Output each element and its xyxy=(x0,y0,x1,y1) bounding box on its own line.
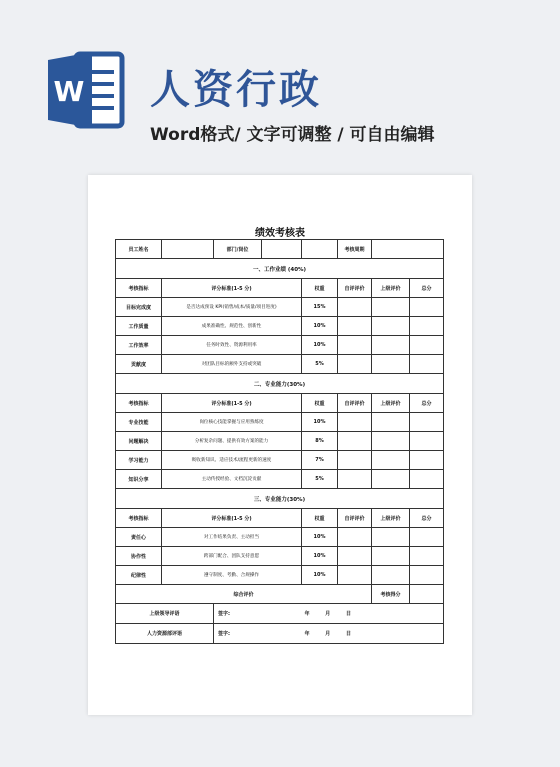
indicator-name: 目标完成度 xyxy=(116,298,162,317)
criteria-text: 岗位核心技能掌握与应用熟练度 xyxy=(162,413,302,432)
table-row xyxy=(116,547,444,566)
self-score-cell[interactable] xyxy=(338,298,372,317)
indicator-name: 知识分享 xyxy=(116,470,162,489)
table-row xyxy=(116,317,444,336)
info-value-cell[interactable] xyxy=(262,240,302,259)
total-score-cell[interactable] xyxy=(410,298,444,317)
section-title-row xyxy=(116,259,444,279)
info-value-cell[interactable] xyxy=(372,240,444,259)
criteria-text: 分析复杂问题、提供有效方案的能力 xyxy=(162,432,302,451)
indicator-name: 工作效率 xyxy=(116,336,162,355)
column-header: 评分标准(1-5 分) xyxy=(162,509,302,528)
table-row xyxy=(116,528,444,547)
criteria-text: 对团队目标的额外支持或突破 xyxy=(162,355,302,374)
weight-value: 10% xyxy=(302,413,338,432)
final-score-cell[interactable] xyxy=(410,585,444,604)
weight-value: 10% xyxy=(302,317,338,336)
manager-score-cell[interactable] xyxy=(372,566,410,585)
total-score-cell[interactable] xyxy=(410,451,444,470)
self-score-cell[interactable] xyxy=(338,432,372,451)
promo-banner xyxy=(0,0,560,170)
total-score-cell[interactable] xyxy=(410,566,444,585)
weight-value: 10% xyxy=(302,547,338,566)
final-score-label: 考核得分 xyxy=(372,585,410,604)
column-header: 评分标准(1-5 分) xyxy=(162,394,302,413)
employee-info-row xyxy=(116,240,444,259)
final-evaluation-label: 综合评价 xyxy=(116,585,372,604)
manager-score-cell[interactable] xyxy=(372,470,410,489)
total-score-cell[interactable] xyxy=(410,528,444,547)
column-header: 自评评价 xyxy=(338,394,372,413)
sign-label: 签字: xyxy=(218,611,230,617)
indicator-name: 协作性 xyxy=(116,547,162,566)
column-header: 考核指标 xyxy=(116,279,162,298)
day-label: 日 xyxy=(345,631,351,637)
header-row xyxy=(116,394,444,413)
document-title: 绩效考核表 xyxy=(255,228,305,239)
table-row xyxy=(116,413,444,432)
column-header: 权重 xyxy=(302,394,338,413)
comment-label: 人力资源部评语 xyxy=(116,624,214,644)
signature-cell[interactable] xyxy=(214,624,444,644)
column-header: 总分 xyxy=(410,394,444,413)
weight-value: 10% xyxy=(302,528,338,547)
section-title: 三、专业能力(30%) xyxy=(116,489,444,509)
column-header: 考核指标 xyxy=(116,509,162,528)
total-score-cell[interactable] xyxy=(410,413,444,432)
column-header: 总分 xyxy=(410,509,444,528)
banner-title: 人资行政 xyxy=(150,67,322,113)
table-row xyxy=(116,451,444,470)
column-header: 权重 xyxy=(302,509,338,528)
year-label: 年 xyxy=(304,611,310,617)
self-score-cell[interactable] xyxy=(338,566,372,585)
column-header: 评分标准(1-5 分) xyxy=(162,279,302,298)
column-header: 考核指标 xyxy=(116,394,162,413)
table-row xyxy=(116,336,444,355)
weight-value: 5% xyxy=(302,470,338,489)
self-score-cell[interactable] xyxy=(338,528,372,547)
table-row xyxy=(116,355,444,374)
indicator-name: 工作质量 xyxy=(116,317,162,336)
column-header: 上级评价 xyxy=(372,509,410,528)
criteria-text: 主动传授经验、文档沉淀贡献 xyxy=(162,470,302,489)
total-score-cell[interactable] xyxy=(410,547,444,566)
banner-subtitle: Word格式/ 文字可调整 / 可自由编辑 xyxy=(150,125,435,145)
column-header: 上级评价 xyxy=(372,279,410,298)
manager-score-cell[interactable] xyxy=(372,355,410,374)
criteria-text: 对工作结果负责、主动担当 xyxy=(162,528,302,547)
weight-value: 5% xyxy=(302,355,338,374)
final-evaluation-row xyxy=(116,585,444,604)
day-label: 日 xyxy=(345,611,351,617)
section-title-row xyxy=(116,489,444,509)
indicator-name: 责任心 xyxy=(116,528,162,547)
signature-row xyxy=(116,604,444,624)
info-value-cell[interactable] xyxy=(302,240,338,259)
criteria-text: 遵守制度、考勤、合规操作 xyxy=(162,566,302,585)
self-score-cell[interactable] xyxy=(338,336,372,355)
evaluation-table xyxy=(115,239,444,644)
signature-cell[interactable] xyxy=(214,604,444,624)
column-header: 自评评价 xyxy=(338,279,372,298)
year-label: 年 xyxy=(304,631,310,637)
total-score-cell[interactable] xyxy=(410,470,444,489)
section-title-row xyxy=(116,374,444,394)
header-row xyxy=(116,279,444,298)
signature-row xyxy=(116,624,444,644)
indicator-name: 问题解决 xyxy=(116,432,162,451)
word-logo-letter: W xyxy=(53,75,85,108)
table-row xyxy=(116,470,444,489)
table-row xyxy=(116,432,444,451)
manager-score-cell[interactable] xyxy=(372,547,410,566)
manager-score-cell[interactable] xyxy=(372,451,410,470)
self-score-cell[interactable] xyxy=(338,317,372,336)
comment-label: 上级领导评语 xyxy=(116,604,214,624)
self-score-cell[interactable] xyxy=(338,355,372,374)
self-score-cell[interactable] xyxy=(338,547,372,566)
weight-value: 15% xyxy=(302,298,338,317)
month-label: 月 xyxy=(325,631,331,637)
criteria-text: 吸收新知识、适应技术/流程更新的速度 xyxy=(162,451,302,470)
manager-score-cell[interactable] xyxy=(372,432,410,451)
table-row xyxy=(116,298,444,317)
total-score-cell[interactable] xyxy=(410,317,444,336)
criteria-text: 任务时效性、资源利用率 xyxy=(162,336,302,355)
table-row xyxy=(116,566,444,585)
self-score-cell[interactable] xyxy=(338,470,372,489)
criteria-text: 成果准确性、规范性、创新性 xyxy=(162,317,302,336)
section-title: 一、工作业绩 (40%) xyxy=(116,259,444,279)
document-page xyxy=(88,175,472,715)
weight-value: 7% xyxy=(302,451,338,470)
indicator-name: 纪律性 xyxy=(116,566,162,585)
header-row xyxy=(116,509,444,528)
column-header: 权重 xyxy=(302,279,338,298)
total-score-cell[interactable] xyxy=(410,336,444,355)
self-score-cell[interactable] xyxy=(338,413,372,432)
criteria-text: 跨部门配合、团队支持意愿 xyxy=(162,547,302,566)
column-header: 总分 xyxy=(410,279,444,298)
self-score-cell[interactable] xyxy=(338,451,372,470)
info-label: 员工姓名 xyxy=(116,240,162,259)
month-label: 月 xyxy=(325,611,331,617)
manager-score-cell[interactable] xyxy=(372,317,410,336)
total-score-cell[interactable] xyxy=(410,432,444,451)
column-header: 自评评价 xyxy=(338,509,372,528)
weight-value: 10% xyxy=(302,566,338,585)
info-value-cell[interactable] xyxy=(162,240,214,259)
sign-label: 签字: xyxy=(218,631,230,637)
info-label: 考核周期 xyxy=(338,240,372,259)
indicator-name: 学习能力 xyxy=(116,451,162,470)
word-logo-icon xyxy=(48,46,126,134)
indicator-name: 专业技能 xyxy=(116,413,162,432)
section-title: 二、专业能力(30%) xyxy=(116,374,444,394)
column-header: 上级评价 xyxy=(372,394,410,413)
manager-score-cell[interactable] xyxy=(372,413,410,432)
indicator-name: 贡献度 xyxy=(116,355,162,374)
weight-value: 8% xyxy=(302,432,338,451)
criteria-text: 是否达成预设 KPI(销售/成本/质量/项目进度) xyxy=(162,298,302,317)
manager-score-cell[interactable] xyxy=(372,528,410,547)
info-label: 部门/岗位 xyxy=(214,240,262,259)
manager-score-cell[interactable] xyxy=(372,298,410,317)
weight-value: 10% xyxy=(302,336,338,355)
manager-score-cell[interactable] xyxy=(372,336,410,355)
total-score-cell[interactable] xyxy=(410,355,444,374)
